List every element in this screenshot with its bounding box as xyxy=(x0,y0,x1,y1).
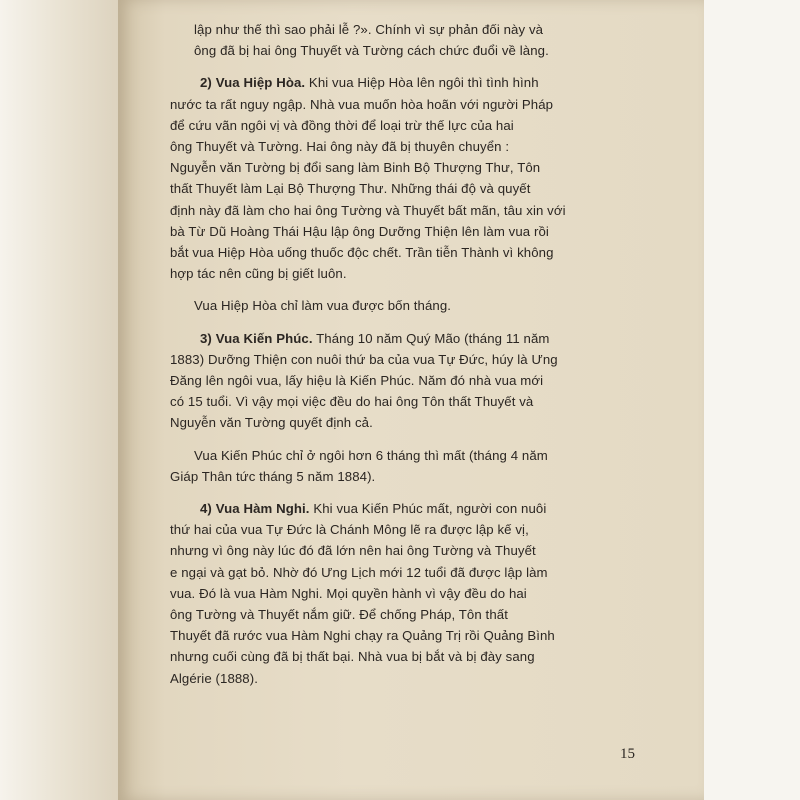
text-line xyxy=(200,331,549,346)
text-line: định này đã làm cho hai ông Tường và Thuyết bất mãn, tâu xin với xyxy=(170,202,566,218)
text-line: nhưng cuối cùng đã bị thất bại. Nhà vua bị bắt và bị đày sang xyxy=(170,649,535,665)
text-line: nhưng vì ông này lúc đó đã lớn nên hai ông Tường và Thuyết xyxy=(170,543,536,559)
text-line: bà Từ Dũ Hoàng Thái Hậu lập ông Dưỡng Thiện lên làm vua rồi xyxy=(170,223,549,239)
text-line: ông Thuyết và Tường. Hai ông này đã bị thuyên chuyển : xyxy=(170,139,510,154)
text-line: để cứu vãn ngôi vị và đồng thời để loại trừ thế lực của hai xyxy=(170,117,514,133)
page-text xyxy=(118,0,704,800)
text-line: thứ hai của vua Tự Đức là Chánh Mông lẽ ra được lập kế vị, xyxy=(170,522,529,538)
text-line: Vua Hiệp Hòa chỉ làm vua được bốn tháng. xyxy=(194,298,452,314)
line-rest: Khi vua Kiến Phúc mất, người con nuôi xyxy=(309,501,547,516)
text-line: có 15 tuổi. Vì vậy mọi việc đều do hai ông Tôn thất Thuyết và xyxy=(170,394,534,410)
page-number: 15 xyxy=(620,746,635,762)
text-line: 1883) Dưỡng Thiện con nuôi thứ ba của vua Tự Đức, húy là Ưng xyxy=(170,351,558,367)
text-line: Vua Kiến Phúc chỉ ở ngôi hơn 6 tháng thì mất (tháng 4 năm xyxy=(194,447,548,463)
text-line: Nguyễn văn Tường quyết định cả. xyxy=(170,415,373,431)
text-line: Nguyễn văn Tường bị đổi sang làm Binh Bộ Thượng Thư, Tôn xyxy=(170,160,541,176)
text-line: Algérie (1888). xyxy=(170,670,258,686)
background-right xyxy=(704,0,800,800)
line-rest: Tháng 10 năm Quý Mão (tháng 11 năm xyxy=(312,330,550,346)
text-line: bắt vua Hiệp Hòa uống thuốc độc chết. Trần tiễn Thành vì không xyxy=(170,245,554,260)
text-line: e ngại và gạt bỏ. Nhờ đó Ưng Lịch mới 12 tuổi đã được lập làm xyxy=(170,564,548,580)
text-line: hợp tác nên cũng bị giết luôn. xyxy=(170,266,347,282)
section-heading: 4) Vua Hàm Nghi. xyxy=(200,501,310,516)
text-line xyxy=(200,75,539,90)
text-line: Thuyết đã rước vua Hàm Nghi chạy ra Quảng Trị rồi Quảng Bình xyxy=(170,628,555,644)
text-line: nước ta rất nguy ngập. Nhà vua muốn hòa hoãn với người Pháp xyxy=(170,96,554,112)
text-line: ông Tường và Thuyết nắm giữ. Để chống Pháp, Tôn thất xyxy=(170,607,508,622)
book-page xyxy=(118,0,704,800)
line-rest: Khi vua Hiệp Hòa lên ngôi thì tình hình xyxy=(305,75,539,91)
text-line: Giáp Thân tức tháng 5 năm 1884). xyxy=(170,468,376,484)
section-heading: 3) Vua Kiến Phúc. xyxy=(200,330,313,346)
text-line: Đăng lên ngôi vua, lấy hiệu là Kiến Phúc. Năm đó nhà vua mới xyxy=(170,373,544,388)
text-line: thất Thuyết làm Lại Bộ Thượng Thư. Những thái độ và quyết xyxy=(170,181,531,197)
text-line: ông đã bị hai ông Thuyết và Tường cách chức đuổi về làng. xyxy=(194,43,549,59)
text-line xyxy=(200,501,546,516)
text-line: lập như thế thì sao phải lễ ?». Chính vì sự phản đối này và xyxy=(194,22,544,37)
text-line: vua. Đó là vua Hàm Nghi. Mọi quyền hành vì vậy đều do hai xyxy=(170,585,527,601)
section-heading: 2) Vua Hiệp Hòa. xyxy=(200,75,306,91)
